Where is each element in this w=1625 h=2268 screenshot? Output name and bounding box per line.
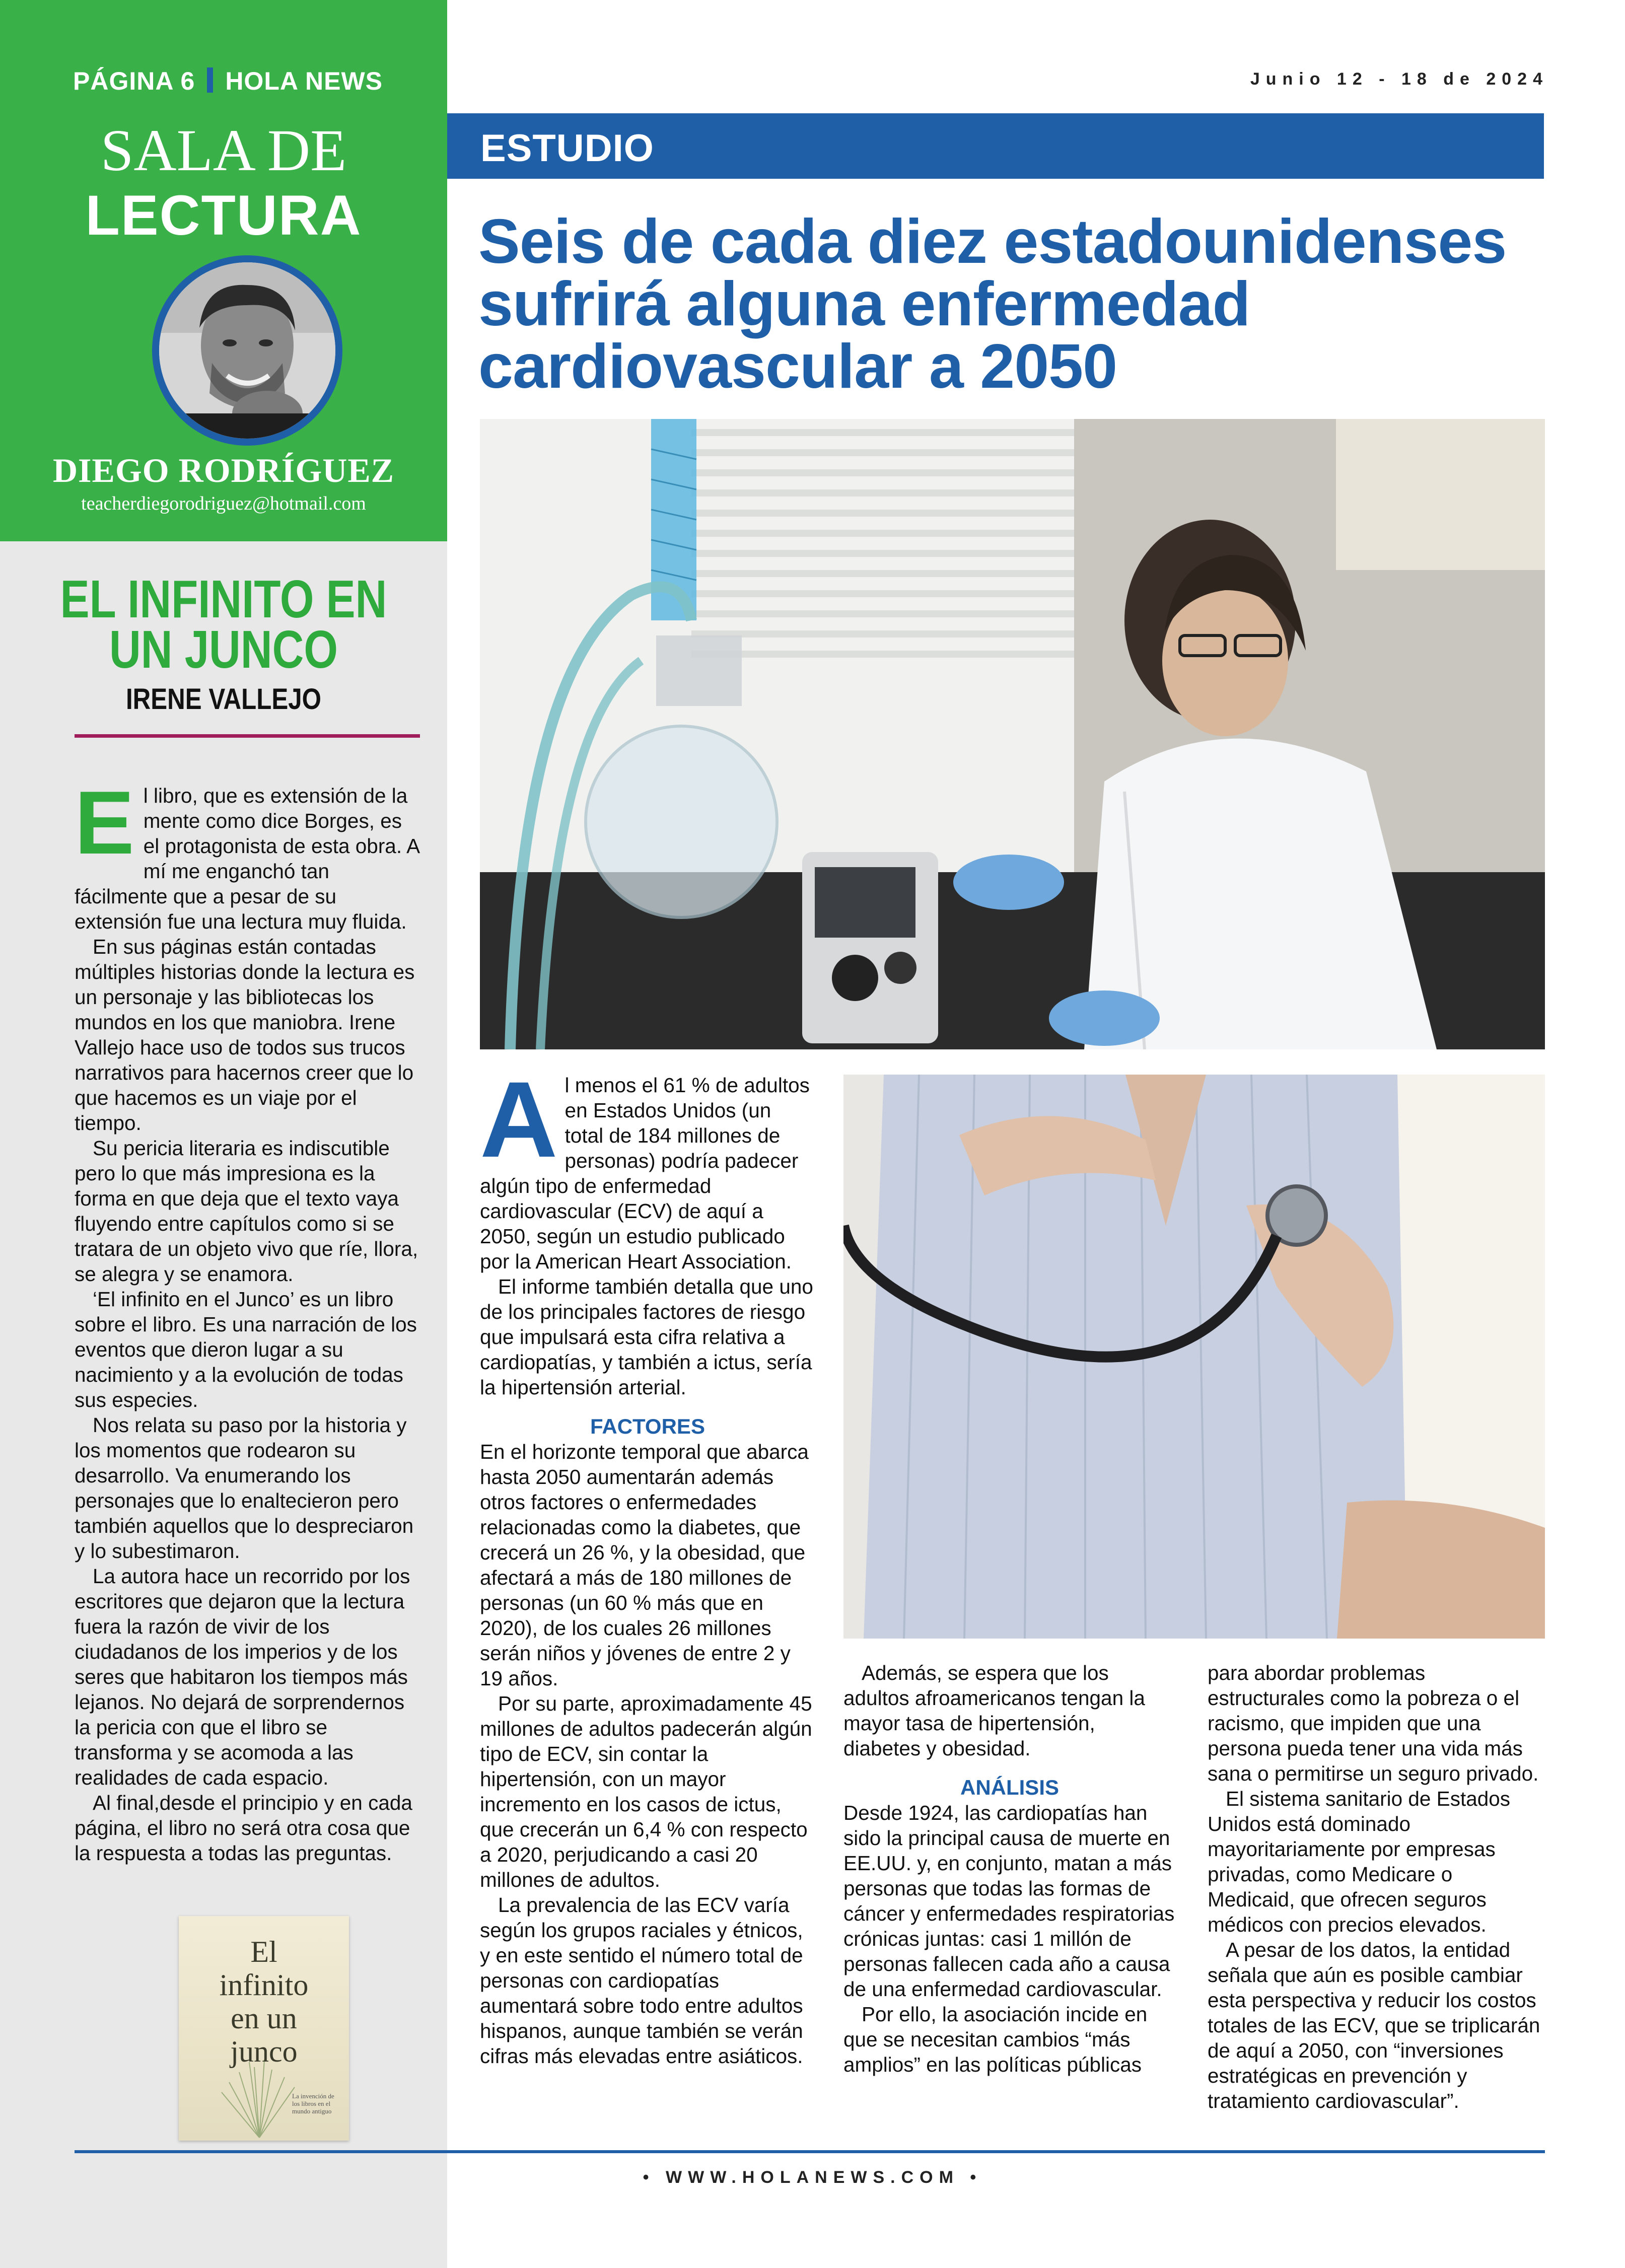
article-column-3 (1208, 1660, 1543, 2113)
review-paragraph: La autora hace un recorrido por los escritores que dejaron que la lectura fuera la razón de vivir de los ciudadanos de los imperios y de los seres que habitaron los tiempos más lejanos. No dejará de sorprendernos la pericia con que el libro se transforma y se acomoda a las realidades de cada espacio. (75, 1565, 410, 1789)
book-cover (179, 1916, 349, 2141)
review-paragraph: En sus páginas están contadas múltiples historias donde la lectura es un personaje y las bibliotecas los mundos en los que maniobra. Irene Vallejo hace uso de todos sus trucos narrativos para hacernos creer que lo que hacemos es un viaje por el tiempo. (75, 935, 415, 1135)
column-title-line2: LECTURA (85, 184, 362, 247)
article-paragraph: Por ello, la asociación incide en que se necesitan cambios “más amplios” en las políticas públicas (843, 2003, 1148, 2076)
article-headline: Seis de cada diez estadounidenses sufrirá alguna enfermedad cardiovascular a 2050 (478, 207, 1507, 401)
issue-date: Junio 12 - 18 de 2024 (1250, 69, 1548, 89)
publication-name: HOLA NEWS (225, 67, 383, 95)
subhead-factores: FACTORES (590, 1414, 705, 1438)
book-title (40, 570, 407, 679)
subhead-analisis: ANÁLISIS (960, 1776, 1059, 1799)
review-body (75, 772, 422, 1866)
author-name: DIEGO RODRÍGUEZ (52, 451, 395, 489)
footer-website: • WWW.HOLANEWS.COM • (643, 2168, 982, 2187)
doctor-patient-illustration (843, 1075, 1545, 1639)
author-portrait-illustration (159, 262, 335, 439)
book-title-line1: EL INFINITO EN (60, 570, 387, 629)
section-bar (447, 113, 1544, 179)
article-paragraph: Además, se espera que los adultos afroamericanos tengan la mayor tasa de hipertensión, diabetes y obesidad. (843, 1661, 1145, 1760)
stethoscope-photo (843, 1075, 1545, 1639)
section-label: ESTUDIO (480, 127, 654, 170)
article-paragraph: Desde 1924, las cardiopatías han sido la principal causa de muerte en EE.UU. y, en conjunto, matan a más personas que todas las formas de cáncer y enfermedades respiratorias crónicas juntas: casi 1 millón de personas fallecen cada año a causa de una enfermedad cardiovascular. (843, 1801, 1175, 2001)
book-title-line2: UN JUNCO (109, 620, 338, 679)
review-paragraph: Al final,desde el principio y en cada página, el libro no será otra cosa que la respuesta a todas las preguntas. (75, 1791, 412, 1865)
page-number: PÁGINA 6 (73, 67, 195, 95)
column-title (0, 117, 447, 247)
article-paragraph: El informe también detalla que uno de los principales factores de riesgo que impulsará esta cifra relativa a cardiopatías, y también a ictus, sería la hipertensión arterial. (480, 1275, 813, 1399)
drop-cap: A (480, 1059, 558, 1180)
column-header (0, 0, 447, 541)
article-paragraph: Al menos el 61 % de adultos en Estados Unidos (un total de 184 millones de personas) podría padecer algún tipo de enfermedad cardiovascular (ECV) de aquí a 2050, según un estudio publicado por la American Heart Association. (480, 1059, 810, 1273)
author-email: teacherdiegorodriguez@hotmail.com (81, 493, 366, 514)
lab-photo (480, 419, 1545, 1049)
section-divider (75, 734, 420, 738)
review-paragraph: Su pericia literaria es indiscutible pero lo que más impresiona es la forma en que deja que el texto vaya fluyendo entre capítulos como si se tratara de un objeto vivo que ríe, llora, se alegra y se enamora. (75, 1137, 418, 1286)
article-paragraph: El sistema sanitario de Estados Unidos está dominado mayoritariamente por empresas privadas, como Medicare o Medicaid, que ofrecen seguros médicos con precios elevados. (1208, 1787, 1511, 1936)
article-paragraph: A pesar de los datos, la entidad señala que aún es posible cambiar esta perspectiva y reducir los costos totales de las ECV, que se triplicarán de aquí a 2050, con “inversiones estratégicas en prevención y tratamiento cardiovascular”. (1208, 1938, 1540, 2112)
drop-cap: E (75, 772, 134, 873)
article-paragraph: para abordar problemas estructurales como la pobreza o el racismo, que impiden que una persona pueda tener una vida más sana o permitirse un seguro privado. (1208, 1661, 1539, 1785)
article-paragraph: En el horizonte temporal que abarca hasta 2050 aumentarán además otros factores o enfermedades relacionadas como la diabetes, que crecerá un 26 %, y la obesidad, que afectará a más de 180 millones de personas (un 60 % más que en 2020), de los cuales 26 millones serán niños y jóvenes de entre 2 y 19 años. (480, 1440, 809, 1690)
article-column-2 (843, 1660, 1176, 2077)
cover-subtitle: La invención de los libros en el mundo antiguo (292, 2092, 334, 2115)
article-column-1 (480, 1059, 815, 2069)
author-avatar (152, 255, 342, 446)
review-paragraph: Nos relata su paso por la historia y los momentos que rodearon su desarrollo. Va enumerando los personajes que lo enaltecieron pero también aquellos que lo despreciaron y lo subestimaron. (75, 1413, 414, 1563)
review-paragraph: ‘El infinito en el Junco’ es un libro sobre el libro. Es una narración de los eventos que dieron lugar a su nacimiento y a la evolución de todas sus especies. (75, 1288, 417, 1411)
page-label (73, 66, 383, 96)
author-photo (159, 262, 335, 439)
article-paragraph: La prevalencia de las ECV varía según los grupos raciales y étnicos, y en este sentido el número total de personas con cardiopatías aumentará sobre todo entre adultos hispanos, aunque también se verán cifras más elevadas entre asiáticos. (480, 1893, 803, 2068)
separator-bar (207, 67, 213, 93)
cover-title: El infinito en un junco (219, 1935, 309, 2068)
article-paragraph: Por su parte, aproximadamente 45 millones de adultos padecerán algún tipo de ECV, sin contar la hipertensión, con un mayor incremento en los casos de ictus, que crecerán un 6,4 % con respecto a 2020, perjudicando a casi 20 millones de adultos. (480, 1692, 812, 1891)
column-title-line1: SALA DE (100, 117, 347, 183)
review-paragraph: El libro, que es extensión de la mente como dice Borges, es el protagonista de esta obra. A mí me enganchó tan fácilmente que a pesar de su extensión fue una lectura muy fluida. (75, 772, 419, 933)
book-author: IRENE VALLEJO (125, 683, 322, 716)
scientist-lab-illustration (480, 419, 1545, 1049)
footer-rule (75, 2150, 1545, 2153)
